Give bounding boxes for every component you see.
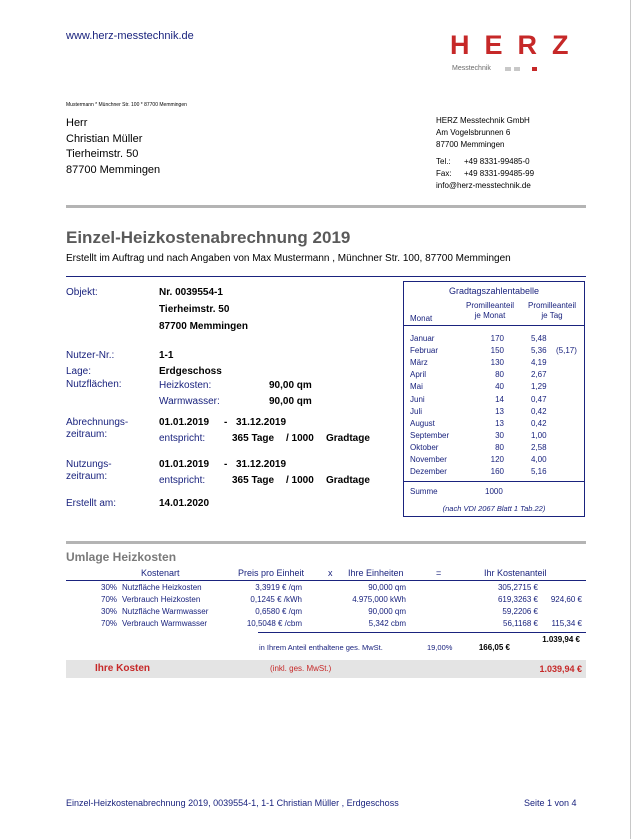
ihre-kosten-label: Ihre Kosten <box>95 663 151 674</box>
gradtag-pm-tag: 1,29 <box>531 382 547 392</box>
objekt-label: Objekt: <box>66 287 98 298</box>
gradtag-row <box>404 358 586 370</box>
lage-label: Lage: <box>66 366 92 377</box>
logo-square-red <box>532 67 537 71</box>
gradtag-summe-label: Summe <box>410 487 438 496</box>
col-pm-monat <box>460 301 520 321</box>
heizkosten-area-label: Heizkosten: <box>159 380 212 391</box>
nutz-label-line1: Nutzungs- <box>66 459 112 470</box>
h-preis: Preis pro Einheit <box>238 568 305 578</box>
umlage-anteil: 56,1168 € <box>503 619 538 628</box>
recipient-salutation: Herr <box>66 117 88 129</box>
nutzungszeitraum-label <box>66 459 112 483</box>
gradtag-row <box>404 419 586 431</box>
erstellt-value: 14.01.2020 <box>159 498 210 509</box>
gradtag-pm-tag: 4,19 <box>531 358 547 368</box>
tel-label: Tel.: <box>436 157 451 166</box>
page-title: Einzel-Heizkostenabrechnung 2019 <box>66 228 351 247</box>
gradtag-summe-divider <box>404 481 584 482</box>
umlage-total: 1.039,94 € <box>542 635 580 644</box>
logo-subtitle: Messtechnik <box>452 65 491 72</box>
gradtag-pm-tag: 4,00 <box>531 455 547 464</box>
abr-entspricht: entspricht: <box>159 433 206 444</box>
company-street: Am Vogelsbrunnen 6 <box>436 128 511 137</box>
abr-slash: / 1000 <box>286 433 314 444</box>
tel-number: +49 8331-99485-0 <box>464 157 530 166</box>
gradtag-pm-tag: 0,47 <box>531 394 547 404</box>
umlage-pct: 30% <box>101 583 118 592</box>
col-pm-monat-2: je Monat <box>474 311 506 320</box>
umlage-summe: 115,34 € <box>551 619 582 628</box>
umlage-kostenart: Verbrauch Heizkosten <box>122 595 201 604</box>
gradtag-month: April <box>410 370 427 380</box>
nutz-to: 31.12.2019 <box>236 459 287 470</box>
gradtag-month: Januar <box>410 334 435 343</box>
abrechnungszeitraum-label <box>66 417 128 441</box>
umlage-kostenart: Nutzfläche Heizkosten <box>122 583 202 592</box>
gradtag-row <box>404 382 586 394</box>
nutzflaechen-label: Nutzflächen: <box>66 379 122 390</box>
gradtag-pm-tag: 2,58 <box>531 442 547 452</box>
gradtag-pm-monat: 13 <box>495 418 504 428</box>
herz-logo: HERZ <box>450 30 584 60</box>
gradtag-note: (nach VDI 2067 Blatt 1 Tab.22) <box>442 504 546 513</box>
umlage-summe: 924,60 € <box>550 595 582 604</box>
gradtag-month: August <box>410 418 435 428</box>
fax-label: Fax: <box>436 169 452 178</box>
gradtag-pm-tag: 5,48 <box>531 334 547 343</box>
gradtag-month: September <box>410 430 450 440</box>
umlage-row <box>66 583 586 595</box>
umlage-total-rule <box>258 632 586 633</box>
gradtag-month: Juni <box>410 394 425 404</box>
abr-label-line2: zeitraum: <box>66 429 108 440</box>
umlage-einheiten: 90,000 qm <box>368 583 406 592</box>
umlage-row <box>66 607 586 619</box>
umlage-pct: 30% <box>101 607 118 616</box>
gradtag-month: Mai <box>410 382 423 392</box>
page-subtitle: Erstellt im Auftrag und nach Angaben von Max Mustermann , Münchner Str. 100, 87700 Memmingen <box>66 253 511 264</box>
gradtag-pm-monat: 160 <box>490 467 504 477</box>
umlage-anteil: 59,2206 € <box>502 607 538 616</box>
umlage-einheiten: 4.975,000 kWh <box>352 595 406 604</box>
umlage-preis: 0,6580 € /qm <box>255 607 302 616</box>
abr-from: 01.01.2019 <box>159 417 210 428</box>
umlage-pct: 70% <box>101 595 118 604</box>
h-kostenart: Kostenart <box>141 568 180 578</box>
ihre-kosten-value: 1.039,94 € <box>539 664 582 674</box>
gradtag-pm-tag: 1,00 <box>531 430 547 440</box>
recipient-name: Christian Müller <box>66 132 143 145</box>
umlage-einheiten: 5,342 cbm <box>368 619 406 628</box>
website-link[interactable]: www.herz-messtechnik.de <box>66 30 194 42</box>
sender-line: Mustermann * Münchner Str. 100 * 87700 Memmingen <box>66 102 187 108</box>
gradtag-pm-monat: 80 <box>495 370 504 380</box>
mwst-text: in Ihrem Anteil enthaltene ges. MwSt. <box>259 643 383 652</box>
umlage-kostenart: Verbrauch Warmwasser <box>122 619 208 628</box>
nutz-from: 01.01.2019 <box>159 459 210 470</box>
umlage-einheiten: 90,000 qm <box>368 607 406 616</box>
gradtag-row <box>404 443 586 455</box>
umlage-preis: 3,3919 € /qm <box>255 583 302 592</box>
objekt-number: Nr. 0039554-1 <box>159 287 223 298</box>
gradtag-pm-tag: 0,42 <box>531 418 547 428</box>
gradtag-pm-tag: 2,67 <box>531 370 547 380</box>
nutzer-label: Nutzer-Nr.: <box>66 350 115 361</box>
abr-label-line1: Abrechnungs- <box>66 417 129 428</box>
gradtag-pm-monat: 40 <box>495 382 504 392</box>
umlage-title: Umlage Heizkosten <box>66 550 177 564</box>
umlage-kostenart: Nutzfläche Warmwasser <box>122 607 209 616</box>
gradtag-pm-monat: 13 <box>495 406 504 416</box>
warmwasser-area-label: Warmwasser: <box>159 396 220 407</box>
mwst-rate: 19,00% <box>427 643 453 652</box>
nutz-entspricht: entspricht: <box>159 475 206 486</box>
abr-gradtage: Gradtage <box>326 433 370 444</box>
mwst-value: 166,05 € <box>478 643 510 652</box>
nutz-tage: 365 Tage <box>232 475 275 486</box>
title-divider <box>66 276 586 277</box>
gradtag-month: Februar <box>410 346 439 356</box>
gradtag-row <box>404 395 586 407</box>
warmwasser-area-value: 90,00 qm <box>269 396 312 407</box>
gradtag-row <box>404 334 586 346</box>
recipient-city: 87700 Memmingen <box>66 163 161 176</box>
gradtag-pm-monat: 80 <box>495 442 504 452</box>
gradtag-pm-monat: 150 <box>490 346 504 356</box>
recipient-street: Tierheimstr. 50 <box>66 148 139 160</box>
company-tel <box>436 156 534 168</box>
abr-dash: - <box>224 417 228 428</box>
company-address <box>436 115 534 192</box>
company-fax <box>436 168 534 180</box>
col-pm-tag <box>522 301 582 321</box>
umlage-anteil: 619,3263 € <box>497 595 538 604</box>
gradtag-row <box>404 467 586 479</box>
gradtag-row <box>404 455 586 467</box>
page-edge <box>630 0 631 839</box>
gradtag-pm-monat: 14 <box>495 394 504 404</box>
gradtag-summe-value: 1000 <box>485 487 503 496</box>
gradtag-month: Juli <box>410 406 423 416</box>
umlage-preis: 10,5048 € /cbm <box>246 619 302 628</box>
objekt-city: 87700 Memmingen <box>159 321 248 332</box>
umlage-pct: 70% <box>101 619 118 628</box>
h-anteil: Ihr Kostenanteil <box>484 568 547 578</box>
nutz-gradtage: Gradtage <box>326 475 370 486</box>
erstellt-label: Erstellt am: <box>66 498 117 509</box>
h-x: x <box>328 568 333 578</box>
umlage-preis: 0,1245 € /kWh <box>250 595 302 604</box>
gradtag-month: März <box>410 358 428 368</box>
col-monat: Monat <box>410 314 433 323</box>
gradtag-pm-monat: 130 <box>490 358 504 368</box>
gradtag-pm-monat: 30 <box>495 430 504 440</box>
company-city: 87700 Memmingen <box>436 140 505 149</box>
gradtag-row <box>404 431 586 443</box>
abr-tage: 365 Tage <box>232 433 275 444</box>
ihre-kosten-bar <box>66 660 586 678</box>
gradtag-month: November <box>410 455 447 464</box>
col-pm-tag-2: je Tag <box>541 311 563 320</box>
umlage-header-rule <box>66 580 586 581</box>
gradtag-pm-tag: 0,42 <box>531 406 547 416</box>
gradtag-month: Dezember <box>410 467 447 477</box>
ihre-kosten-note: (inkl. ges. MwSt.) <box>270 664 332 673</box>
umlage-row <box>66 619 586 631</box>
company-name: HERZ Messtechnik GmbH <box>436 116 530 125</box>
umlage-anteil: 305,2715 € <box>497 583 538 592</box>
objekt-street: Tierheimstr. 50 <box>159 304 230 315</box>
heizkosten-area-value: 90,00 qm <box>269 380 312 391</box>
h-einheiten: Ihre Einheiten <box>348 568 404 578</box>
gradtag-pm-tag: 5,36 <box>531 346 547 356</box>
col-pm-tag-1: Promilleanteil <box>527 301 577 310</box>
company-email[interactable]: info@herz-messtechnik.de <box>436 181 531 190</box>
gradtag-pm-monat: 120 <box>490 455 504 464</box>
gradtag-row <box>404 346 586 358</box>
fax-number: +49 8331-99485-99 <box>464 169 535 178</box>
gradtag-header-divider <box>404 325 584 326</box>
umlage-row <box>66 595 586 607</box>
gradtag-pm-tag-extra: (5,17) <box>556 346 577 356</box>
gradtag-pm-tag: 5,16 <box>531 467 547 477</box>
gradtag-month: Oktober <box>410 442 439 452</box>
col-pm-monat-1: Promilleanteil <box>465 301 515 310</box>
gradtag-row <box>404 407 586 419</box>
logo-square-1 <box>505 67 511 71</box>
gradtag-row <box>404 370 586 382</box>
h-eq: = <box>436 568 442 578</box>
lage-value: Erdgeschoss <box>159 366 222 377</box>
abr-to: 31.12.2019 <box>236 417 287 428</box>
recipient-address <box>66 116 160 178</box>
nutz-dash: - <box>224 459 228 470</box>
nutz-slash: / 1000 <box>286 475 314 486</box>
gradtag-table <box>403 281 585 517</box>
footer-text: Einzel-Heizkostenabrechnung 2019, 0039554-1, 1-1 Christian Müller , Erdgeschoss <box>66 798 399 808</box>
gradtag-pm-monat: 170 <box>490 334 504 343</box>
logo-square-2 <box>514 67 520 71</box>
umlage-divider <box>66 541 586 544</box>
page-number: Seite 1 von 4 <box>524 798 577 808</box>
gradtag-title: Gradtagszahlentabelle <box>448 286 540 296</box>
nutz-label-line2: zeitraum: <box>66 471 108 482</box>
header-divider <box>66 205 586 208</box>
nutzer-value: 1-1 <box>159 350 174 361</box>
